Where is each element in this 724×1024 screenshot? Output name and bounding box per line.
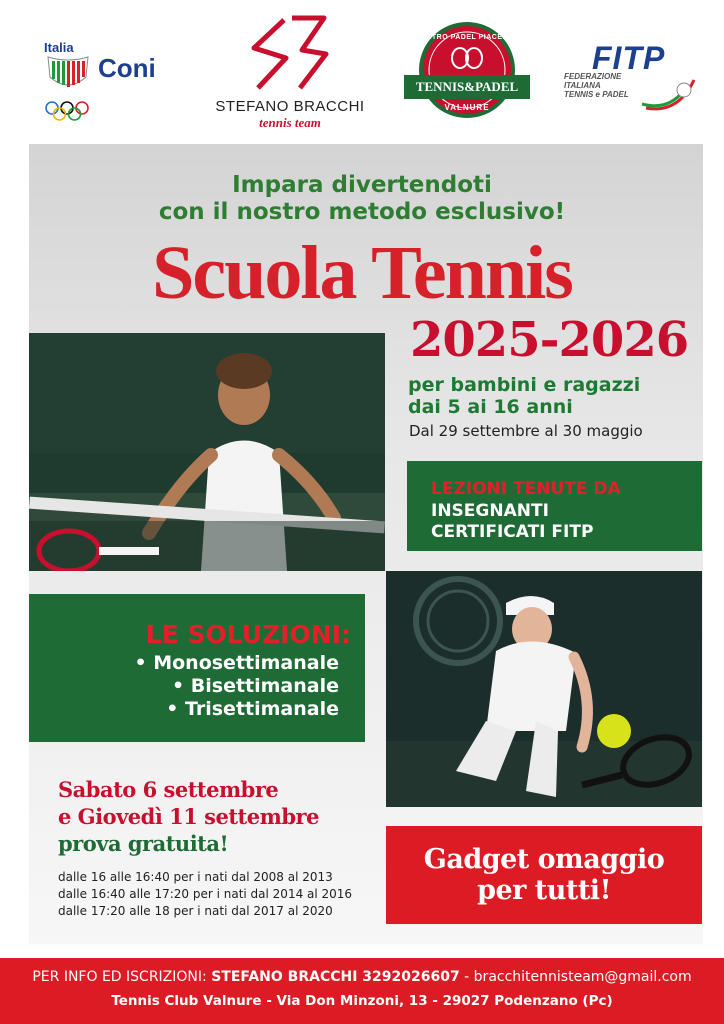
teachers-lines: INSEGNANTI CERTIFICATI FITP (431, 501, 594, 542)
teachers-line-1: LEZIONI TENUTE DA (431, 479, 621, 499)
list-item: • Trisettimanale (166, 698, 339, 720)
coni-logo (44, 40, 174, 125)
trial-date-2: e Giovedì 11 settembre (58, 804, 319, 829)
tagline-line-1: Impara divertendoti (232, 172, 492, 198)
contact-name-phone[interactable]: STEFANO BRACCHI 3292026607 (211, 969, 460, 985)
coni-shield-icon (46, 55, 90, 95)
trial-date-1: Sabato 6 settembre (58, 777, 279, 802)
teachers-box (407, 461, 702, 551)
gadget-line-1: Gadget omaggio (423, 844, 665, 875)
contact-line (0, 969, 724, 985)
contact-email[interactable]: - bracchitennisteam@gmail.com (464, 969, 692, 985)
tagline-line-2: con il nostro metodo esclusivo! (158, 199, 566, 225)
gadget-line-2: per tutti! (477, 875, 611, 906)
sb-monogram-icon (246, 14, 332, 94)
fitp-swoosh-icon (638, 64, 698, 114)
season-years: 2025-2026 (410, 312, 689, 368)
fitp-wordmark: FITP (592, 40, 666, 76)
list-item: • Bisettimanale (172, 675, 339, 697)
tpv-band-text: TENNIS&PADEL (415, 79, 519, 94)
player-photo-left (29, 333, 385, 571)
sb-subtitle-text: tennis team (259, 115, 321, 130)
tpv-top-text: CENTRO PADEL PIACENZA (415, 34, 519, 41)
olympic-rings-icon (44, 100, 90, 122)
trial-label: prova gratuita! (58, 831, 229, 856)
tennis-padel-valnure-logo (404, 20, 530, 120)
schedule-row: dalle 17:20 alle 18 per i nati dal 2017 al 2020 (58, 904, 333, 918)
page-title: Scuola Tennis (152, 231, 572, 315)
fitp-subtitle: FEDERAZIONE ITALIANA TENNIS e PADEL (564, 72, 629, 99)
coni-italia-text: Italia (44, 40, 74, 55)
stefano-bracchi-logo (200, 14, 380, 130)
fitp-logo (558, 40, 698, 120)
player-photo-right (386, 571, 702, 807)
schedule-row: dalle 16 alle 16:40 per i nati dal 2008 al 2013 (58, 870, 333, 884)
club-address: Tennis Club Valnure - Via Don Minzoni, 13 - 29027 Podenzano (Pc) (111, 993, 613, 1009)
free-trial-text (58, 776, 319, 857)
solutions-list (134, 652, 339, 721)
season-dates: Dal 29 settembre al 30 maggio (409, 422, 643, 440)
solutions-heading: LE SOLUZIONI: (145, 620, 351, 649)
coni-wordmark: Coni (98, 53, 156, 83)
sb-name-text: STEFANO BRACCHI (215, 98, 365, 115)
tpv-bottom-text: VALNURE (444, 103, 490, 112)
schedule-row: dalle 16:40 alle 17:20 per i nati dal 2014 al 2016 (58, 887, 353, 901)
trial-schedule (58, 869, 352, 920)
contact-label: PER INFO ED ISCRIZIONI: (32, 969, 207, 985)
solutions-box (29, 594, 365, 742)
list-item: • Monosettimanale (134, 652, 339, 674)
age-range: per bambini e ragazzi dai 5 ai 16 anni (408, 374, 641, 418)
contact-footer (0, 958, 724, 1024)
gadget-banner (386, 826, 702, 924)
